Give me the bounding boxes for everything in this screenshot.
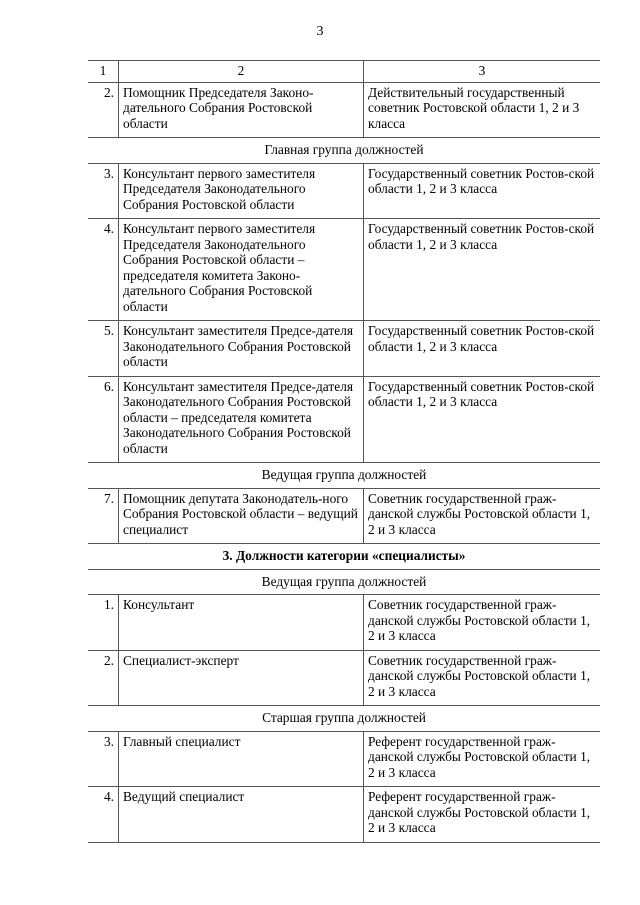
position-title: Консультант заместителя Предсе-дателя Законодательного Собрания Ростовской области: [119, 321, 364, 377]
row-number: 2.: [88, 650, 119, 706]
table-row: [88, 595, 600, 651]
group-heading: Главная группа должностей: [88, 138, 600, 164]
header-col2: 2: [119, 61, 364, 83]
row-number: 7.: [88, 488, 119, 544]
table-row: [88, 650, 600, 706]
group-heading: Старшая группа должностей: [88, 706, 600, 732]
group-heading-row: [88, 138, 600, 164]
position-title: Консультант: [119, 595, 364, 651]
row-number: 4.: [88, 787, 119, 843]
table-row: [88, 321, 600, 377]
header-col3: 3: [364, 61, 601, 83]
table-row: [88, 82, 600, 138]
position-title: Ведущий специалист: [119, 787, 364, 843]
table-row: [88, 787, 600, 843]
positions-table: [88, 60, 600, 843]
group-heading-row: [88, 569, 600, 595]
table-row: [88, 219, 600, 321]
class-rank: Государственный советник Ростов-ской области 1, 2 и 3 класса: [364, 163, 601, 219]
row-number: 6.: [88, 376, 119, 463]
position-title: Консультант первого заместителя Председателя Законодательного Собрания Ростовской области: [119, 163, 364, 219]
page-number: 3: [316, 24, 324, 39]
row-number: 5.: [88, 321, 119, 377]
position-title: Помощник депутата Законодатель-ного Собрания Ростовской области – ведущий специалист: [119, 488, 364, 544]
group-heading: Ведущая группа должностей: [88, 463, 600, 489]
position-title: Консультант заместителя Предсе-дателя Законодательного Собрания Ростовской области – председателя комитета Законодательного Собрания Ростовской области: [119, 376, 364, 463]
position-title: Главный специалист: [119, 731, 364, 787]
class-rank: Действительный государственный советник Ростовской области 1, 2 и 3 класса: [364, 82, 601, 138]
table-row: [88, 376, 600, 463]
category-heading-row: [88, 544, 600, 570]
row-number: 3.: [88, 163, 119, 219]
class-rank: Референт государственной граж-данской службы Ростовской области 1, 2 и 3 класса: [364, 731, 601, 787]
table-row: [88, 488, 600, 544]
group-heading-row: [88, 706, 600, 732]
class-rank: Советник государственной граж-данской службы Ростовской области 1, 2 и 3 класса: [364, 595, 601, 651]
table-row: [88, 731, 600, 787]
row-number: 3.: [88, 731, 119, 787]
row-number: 2.: [88, 82, 119, 138]
row-number: 4.: [88, 219, 119, 321]
class-rank: Государственный советник Ростов-ской области 1, 2 и 3 класса: [364, 219, 601, 321]
group-heading-row: [88, 463, 600, 489]
position-title: Помощник Председателя Законо-дательного Собрания Ростовской области: [119, 82, 364, 138]
row-number: 1.: [88, 595, 119, 651]
class-rank: Советник государственной граж-данской службы Ростовской области 1, 2 и 3 класса: [364, 650, 601, 706]
table-row: [88, 163, 600, 219]
table-header-row: [88, 61, 600, 83]
group-heading: Ведущая группа должностей: [88, 569, 600, 595]
class-rank: Государственный советник Ростов-ской области 1, 2 и 3 класса: [364, 321, 601, 377]
position-title: Специалист-эксперт: [119, 650, 364, 706]
positions-table-body: [88, 61, 600, 843]
header-col1: 1: [88, 61, 119, 83]
class-rank: Референт государственной граж-данской службы Ростовской области 1, 2 и 3 класса: [364, 787, 601, 843]
position-title: Консультант первого заместителя Председателя Законодательного Собрания Ростовской области – председателя комитета Законо-дательного Собрания Ростовской области: [119, 219, 364, 321]
class-rank: Государственный советник Ростов-ской области 1, 2 и 3 класса: [364, 376, 601, 463]
category-heading: 3. Должности категории «специалисты»: [88, 544, 600, 570]
class-rank: Советник государственной граж-данской службы Ростовской области 1, 2 и 3 класса: [364, 488, 601, 544]
